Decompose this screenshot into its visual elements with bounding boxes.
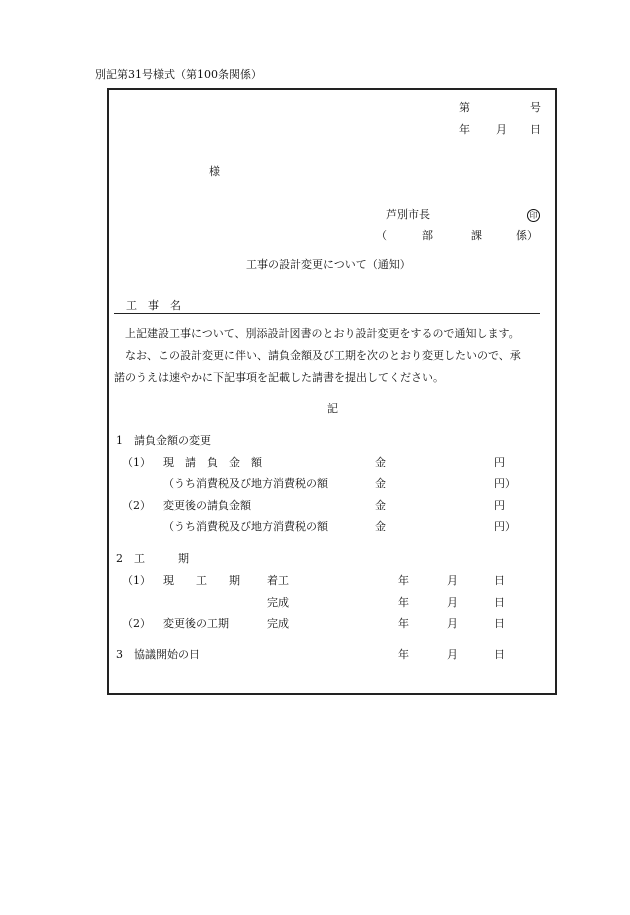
s1-row-4-kin: 金 [375,520,386,533]
s1-row-3-kin: 金 [375,499,386,512]
ki-heading: 記 [327,402,338,415]
s2-row-2-month: 月 [447,596,458,609]
form-title: 別記第31号様式（第100条関係） [95,68,262,81]
doc-number-prefix: 第 [459,101,470,114]
s2-row-1-month: 月 [447,574,458,587]
form-frame [107,88,557,695]
dept-kakari: 係） [516,229,538,242]
s1-row-3-no: （2） [122,499,151,512]
s2-row-3-year: 年 [398,617,409,630]
s3-month: 月 [447,648,458,661]
s1-row-1-kin: 金 [375,456,386,469]
s2-row-1-year: 年 [398,574,409,587]
document-title: 工事の設計変更について（通知） [246,258,411,271]
body-paragraph-2-line-2: 諾のうえは速やかに下記事項を記載した請書を提出してください。 [114,371,444,384]
s1-row-4-en: 円） [494,520,516,533]
s1-row-2-kin: 金 [375,477,386,490]
section-1-title: 1 請負金額の変更 [116,434,211,447]
s2-row-2-year: 年 [398,596,409,609]
date-year: 年 [459,123,470,136]
section-2-title: 2 工 期 [116,552,189,565]
seal-mark: 印 [527,208,540,222]
s2-row-3-day: 日 [494,617,505,630]
dept-ka: 課 [471,229,482,242]
s1-row-1-label: 現 請 負 金 額 [163,456,262,469]
s2-row-3-no: （2） [122,617,151,630]
work-name-underline [114,313,540,314]
addressee-suffix: 様 [209,165,220,178]
s1-row-1-no: （1） [122,456,151,469]
s1-row-3-en: 円 [494,499,505,512]
s1-row-4-label: （うち消費税及び地方消費税の額 [163,520,328,533]
s1-row-2-label: （うち消費税及び地方消費税の額 [163,477,328,490]
s1-row-2-en: 円） [494,477,516,490]
dept-open-paren: （ [376,229,387,242]
section-3-title: 3 協議開始の日 [116,648,200,661]
date-month: 月 [496,123,507,136]
work-name-label: 工 事 名 [126,299,181,312]
date-day: 日 [530,123,541,136]
s2-row-2-day: 日 [494,596,505,609]
s2-row-3-label: 変更後の工期 [163,617,229,630]
s1-row-3-label: 変更後の請負金額 [163,499,251,512]
s2-row-1-day: 日 [494,574,505,587]
s3-day: 日 [494,648,505,661]
s2-row-1-label: 現 工 期 [163,574,240,587]
s2-row-3-type: 完成 [267,617,289,630]
doc-number-suffix: 号 [530,101,541,114]
s1-row-1-en: 円 [494,456,505,469]
s3-year: 年 [398,648,409,661]
s2-row-1-no: （1） [122,574,151,587]
dept-bu: 部 [422,229,433,242]
body-paragraph-1: 上記建設工事について、別添設計図書のとおり設計変更をするので通知します。 [125,327,520,340]
s2-row-2-type: 完成 [267,596,289,609]
s2-row-3-month: 月 [447,617,458,630]
issuer-title: 芦別市長 [386,208,430,221]
s2-row-1-type: 着工 [267,574,289,587]
body-paragraph-2-line-1: なお、この設計変更に伴い、請負金額及び工期を次のとおり変更したいので、承 [125,349,521,362]
